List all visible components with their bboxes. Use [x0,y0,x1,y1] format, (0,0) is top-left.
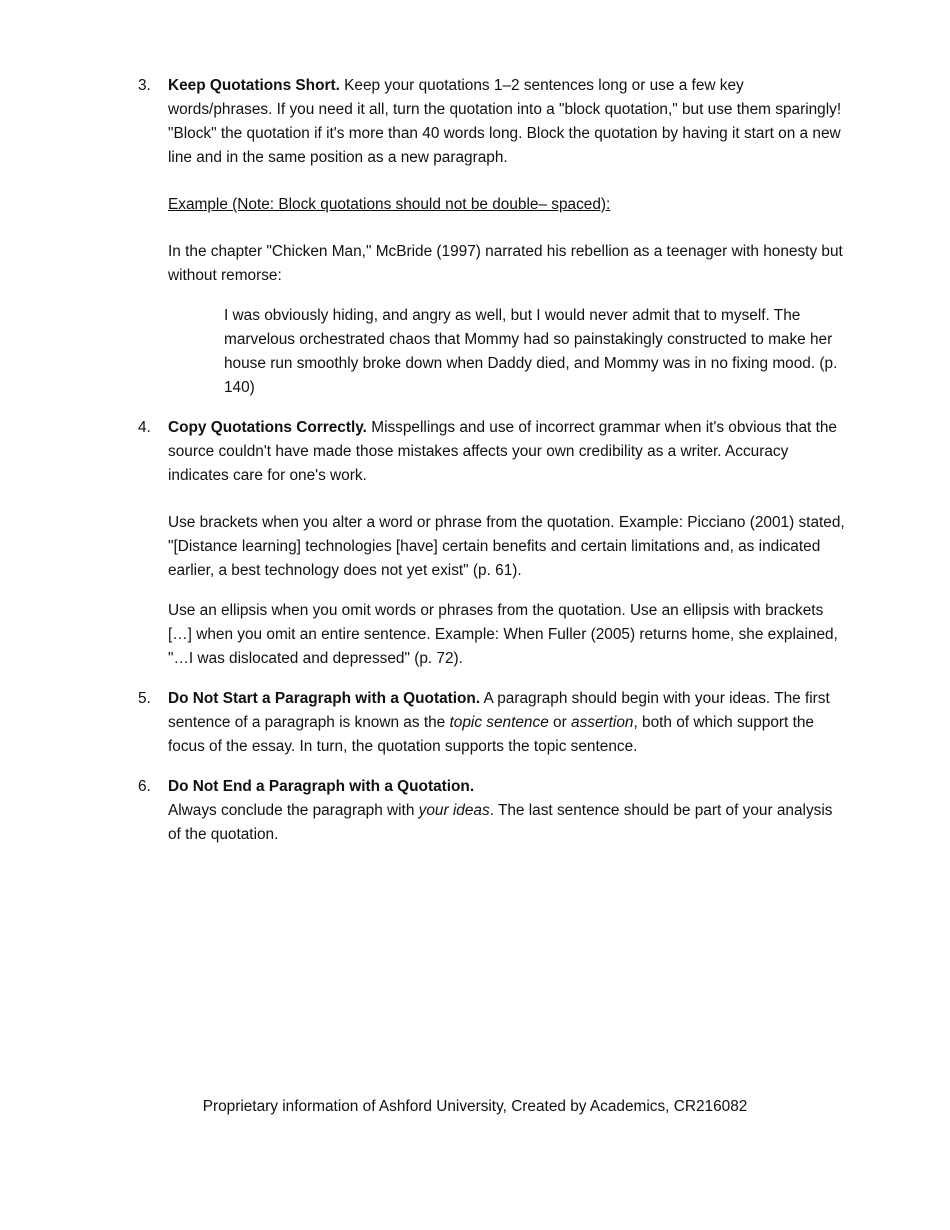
example-intro: In the chapter "Chicken Man," McBride (1997) narrated his rebellion as a teenager with honesty but without remorse: [168,243,843,284]
item-text: Misspellings and use of incorrect grammar when it's obvious that the source couldn't have made those mistakes affects your own credibility as a writer. Accuracy indicates care for one's work. [168,419,837,484]
list-number: 3. [138,77,151,94]
item-heading: Do Not End a Paragraph with a Quotation. [168,778,475,795]
document-content [138,74,848,863]
list-number: 5. [138,690,151,707]
item-text: . The last sentence should be part of your analysis of the quotation. [168,802,833,843]
list-item-3 [138,74,848,400]
item-paragraph [168,416,848,488]
item-text: Keep your quotations 1–2 sentences long or use a few key words/phrases. If you need it all, turn the quotation into a "block quotation," but use them sparingly! "Block" the quotation if it's more than 40 words long. Block the quotation by having it start on a new line and in the same position as a new paragraph. [168,77,842,166]
item-italic-term: assertion [571,714,634,731]
item-paragraph [168,74,848,170]
brackets-paragraph: Use brackets when you alter a word or phrase from the quotation. Example: Picciano (2001) stated, "[Distance learning] technologies [have] certain benefits and certain limitations and, as indicated earlier, a best technology does not yet exist" (p. 61). [168,514,845,579]
item-heading: Copy Quotations Correctly. [168,419,367,436]
item-italic-term: your ideas [418,802,490,819]
list-number: 4. [138,419,151,436]
block-quotation: I was obviously hiding, and angry as well, but I would never admit that to myself. The marvelous orchestrated chaos that Mommy had so painstakingly constructed to make her house run smoothly broke down when Daddy died, and Mommy was in no fixing mood. (p. 140) [224,307,838,396]
item-paragraph [168,799,848,847]
item-text: A paragraph should begin with your ideas. The first sentence of a paragraph is known as the [168,690,830,731]
list-item-4 [138,416,848,671]
example-label: Example (Note: Block quotations should not be double– spaced): [168,196,611,213]
list-item-6 [138,775,848,847]
item-heading: Keep Quotations Short. [168,77,340,94]
item-heading: Do Not Start a Paragraph with a Quotation. [168,690,481,707]
list-item-5 [138,687,848,759]
item-text: Always conclude the paragraph with [168,802,419,819]
item-heading-line [168,775,848,799]
item-text: or [548,714,572,731]
list-number: 6. [138,778,151,795]
page-footer: Proprietary information of Ashford University, Created by Academics, CR216082 [202,1098,748,1115]
item-paragraph [168,687,848,759]
item-text: , both of which support the focus of the essay. In turn, the quotation supports the topic sentence. [168,714,814,755]
ellipsis-paragraph: Use an ellipsis when you omit words or phrases from the quotation. Use an ellipsis with brackets […] when you omit an entire sentence. Example: When Fuller (2005) returns home, she explained, "…I was dislocated and depressed" (p. 72). [168,602,838,667]
item-italic-term: topic sentence [449,714,549,731]
